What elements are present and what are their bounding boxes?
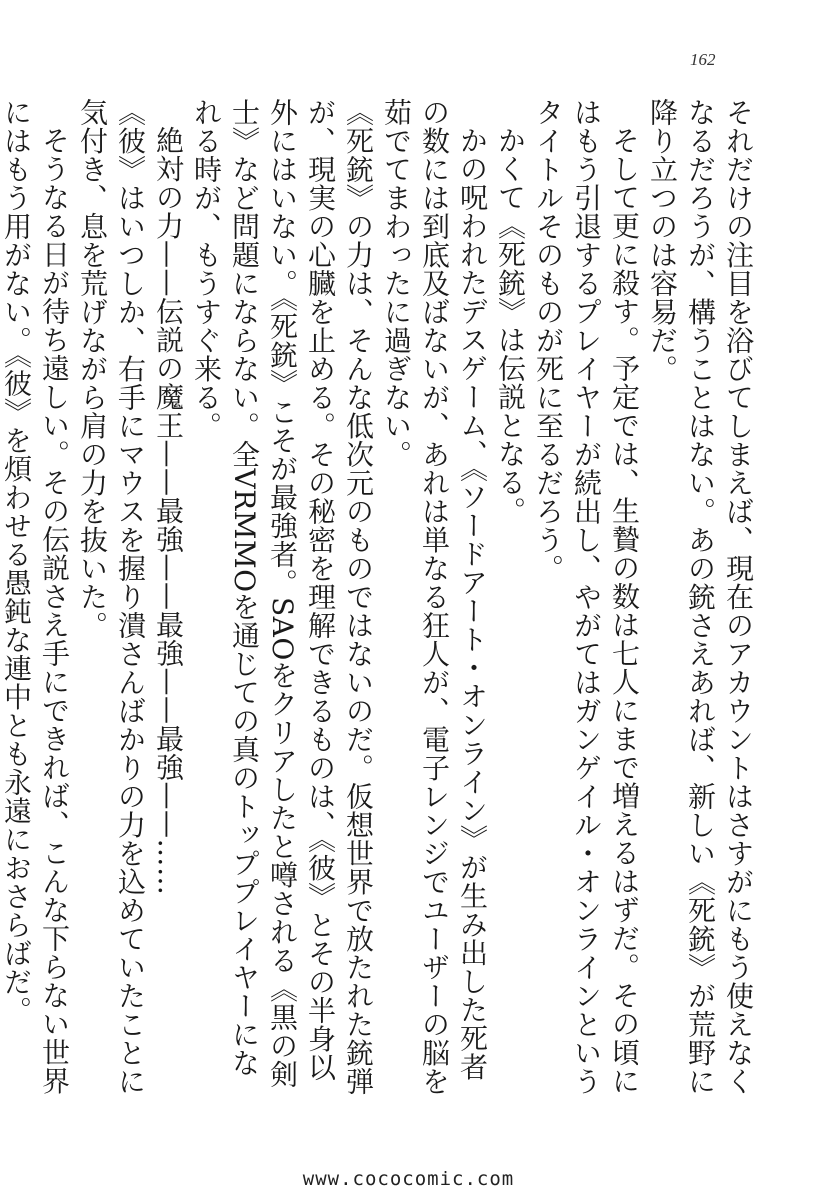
paragraph: 《死銃》の力は、そんな低次元のものではないのだ。仮想世界で放たれた銃弾が、現実の心臓を止める。その秘密を理解できるものは、《彼》とその半身以外にはいない。《死銃》こそが最強者。SAOをクリアしたと噂される《黒の剣士》など問題にならない。全VRMMOを通じての真のトッププレイヤーになれる時が、もうすぐ来る。: [190, 98, 375, 1096]
paragraph: そうなる日が待ち遠しい。その伝説さえ手にできれば、こんな下らない世界にはもう用がない。《彼》を煩わせる愚鈍な連中とも永遠におさらばだ。: [0, 98, 71, 1095]
watermark-url: www.cococomic.com: [302, 1168, 515, 1190]
paragraph: 絶対の力——伝説の魔王——最強——最強——最強——……: [152, 126, 185, 896]
paragraph: それだけの注目を浴びてしまえば、現在のアカウントはさすがにもう使えなくなるだろうが、構うことはない。あの銃さえあれば、新しい《死銃》が荒野に降り立つのは容易だ。: [646, 98, 755, 1096]
page-number: 162: [690, 50, 716, 69]
body-text: [0, 98, 757, 1098]
paragraph: そして更に殺す。予定では、生贄の数は七人にまで増えるはずだ。その頃にはもう引退するプレイヤーが続出し、やがてはガンゲイル・オンラインというタイトルそのものが死に至るだろう。: [532, 98, 641, 1096]
paragraph: 《彼》はいつしか、右手にマウスを握り潰さんばかりの力を込めていたことに気付き、息を荒げながら肩の力を抜いた。: [76, 98, 147, 1096]
paragraph: かくて《死銃》は伝説となる。: [494, 126, 527, 525]
paragraph: かの呪われたデスゲーム、《ソードアート・オンライン》が生み出した死者の数には到底及ばないが、あれは単なる狂人が、電子レンジでユーザーの脳を茹でてまわったに過ぎない。: [380, 98, 489, 1096]
